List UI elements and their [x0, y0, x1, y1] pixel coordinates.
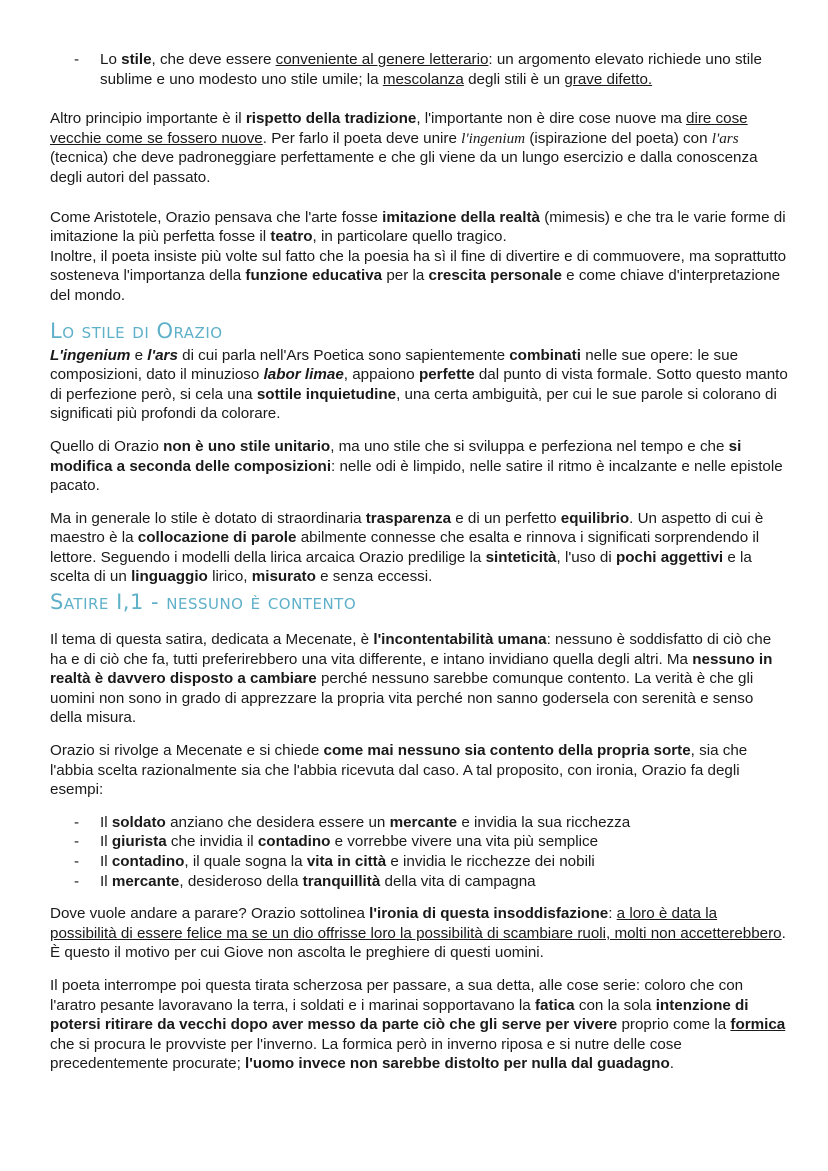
- paragraph-inoltre: Inoltre, il poeta insiste più volte sul fatto che la poesia ha sì il fine di divertire e di commuovere, ma soprattutto sosteneva l'importanza della funzione educativa per la crescita personale e come chiave d'interpretazione del mondo.: [50, 247, 787, 304]
- paragraph-aristotele: Come Aristotele, Orazio pensava che l'arte fosse imitazione della realtà (mimesis) e che tra le varie forme di imitazione la più perfetta fosse il teatro, in particolare quello tragico.: [50, 208, 786, 246]
- paragraph-poeta: Il poeta interrompe poi questa tirata scherzosa per passare, a sua detta, alle cose serie: coloro che con l'aratro pesante lavoravano la terra, i soldati e i marinai sopportavano la fatica con la sola intenzione di potersi ritirare da vecchi dopo aver messo da parte ciò che gli serve per vivere proprio come la formica che si procura le provviste per l'inverno. La formica però in inverno riposa e si nutre delle cose precedentemente procurate; l'uomo invece non sarebbe distolto per nulla dal guadagno.: [50, 976, 786, 1073]
- list-item: - Il contadino, il quale sogna la vita in città e invidia le ricchezze dei nobili: [50, 852, 788, 872]
- list-item: - Lo stile, che deve essere conveniente al genere letterario: un argomento elevato richiede uno stile sublime e uno modesto uno stile umile; la mescolanza degli stili è un grave difetto.: [50, 50, 788, 89]
- paragraph-tema: Il tema di questa satira, dedicata a Mecenate, è l'incontentabilità umana: nessuno è soddisfatto di ciò che ha e di ciò che fa, tutti preferirebbero una vita differente, e intano invidiano quella degli altri. Ma nessuno in realtà è davvero disposto a cambiare perché nessuno sarebbe comunque contento. La verità è che gli uomini non sono in grado di apprezzare la propria vita perché non sanno godersela con serenità e senso della misura.: [50, 631, 773, 727]
- paragraph-parare: Dove vuole andare a parare? Orazio sottolinea l'ironia di questa insoddisfazione: a loro è data la possibilità di essere felice ma se un dio offrisse loro la possibilità di scambiare ruoli, molti non accetterebbero. È questo il motivo per cui Giove non ascolta le preghiere di questi uomini.: [50, 905, 786, 962]
- list-item: - Il giurista che invidia il contadino e vorrebbe vivere una vita più semplice: [50, 832, 788, 852]
- examples-list: [50, 813, 788, 891]
- stile-list: [50, 50, 788, 89]
- paragraph-stile-unitario: Quello di Orazio non è uno stile unitario, ma uno stile che si sviluppa e perfeziona nel tempo e che si modifica a seconda delle composizioni: nelle odi è limpido, nelle satire il ritmo è incalzante e nelle epistole pacato.: [50, 437, 783, 495]
- paragraph-tradizione: Altro principio importante è il rispetto della tradizione, l'importante non è dire cose nuove ma dire cose vecchie come se fossero nuove. Per farlo il poeta deve unire l'ingenium (ispirazione del poeta) con l'ars (tecnica) che deve padroneggiare perfettamente e che gli viene da un lungo esercizio e dalla conoscenza degli autori del passato.: [50, 110, 758, 186]
- list-item: - Il mercante, desideroso della tranquillità della vita di campagna: [50, 872, 788, 892]
- list-item: - Il soldato anziano che desidera essere un mercante e invidia la sua ricchezza: [50, 813, 788, 833]
- paragraph-ingenium: L'ingenium e l'ars di cui parla nell'Ars Poetica sono sapientemente combinati nelle sue opere: le sue composizioni, dato il minuzioso labor limae, appaiono perfette dal punto di vista formale. Sotto questo manto di perfezione però, si cela una sottile inquietudine, una certa ambiguità, per cui le sue parole si colorano di significati più profondi da colorare.: [50, 346, 788, 423]
- heading-stile-di-orazio: Lo stile di Orazio: [50, 318, 223, 343]
- paragraph-trasparenza: Ma in generale lo stile è dotato di straordinaria trasparenza e di un perfetto equilibrio. Un aspetto di cui è maestro è la collocazione di parole abilmente connesse che esalta e rinnova i significati sorprendendo il lettore. Seguendo i modelli della lirica arcaica Orazio predilige la sinteticità, l'uso di pochi aggettivi e la scelta di un linguaggio lirico, misurato e senza eccessi.: [50, 509, 764, 586]
- paragraph-mecenate: Orazio si rivolge a Mecenate e si chiede come mai nessuno sia contento della propria sorte, sia che l'abbia scelta razionalmente sia che l'abbia ricevuta dal caso. A tal proposito, con ironia, Orazio fa degli esempi:: [50, 742, 748, 799]
- heading-satire: Satire I,1 - nessuno è contento: [50, 590, 357, 615]
